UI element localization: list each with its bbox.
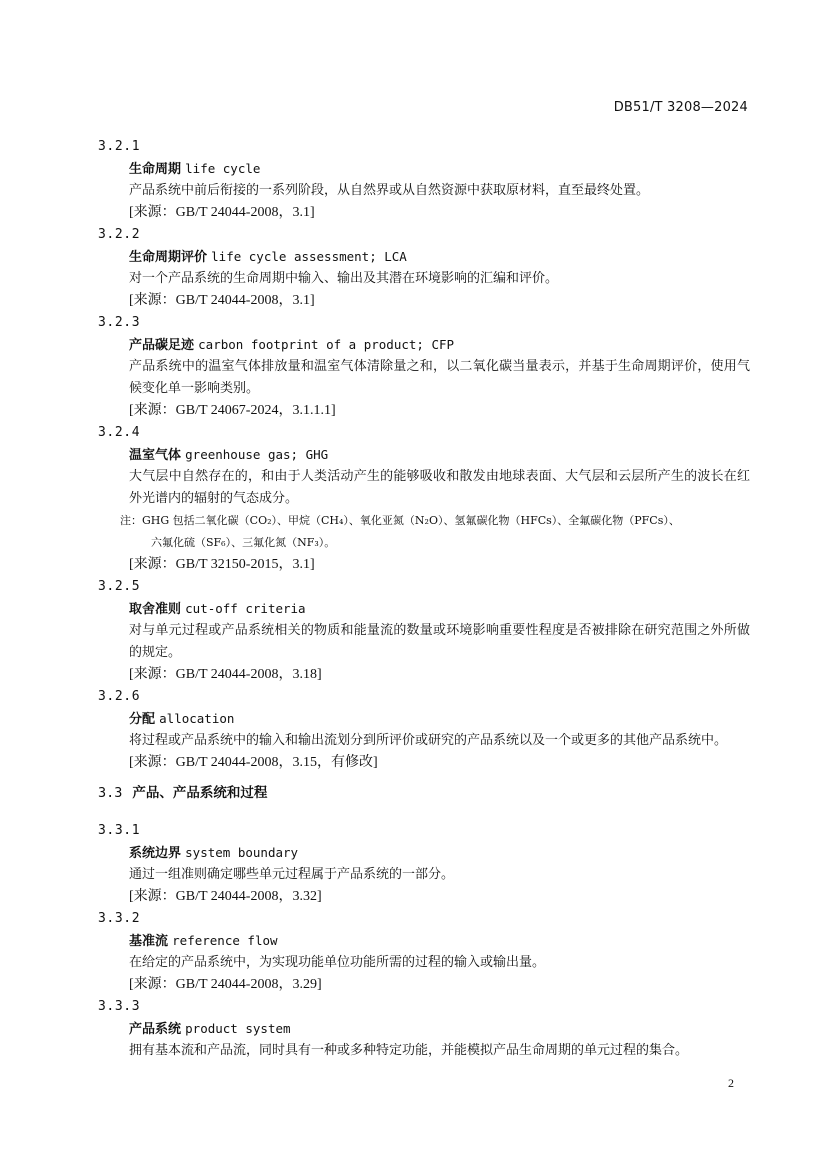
term-en: carbon footprint of a product; CFP [198, 337, 455, 352]
clause-number: 3.3.1 [98, 823, 141, 838]
term-heading [98, 158, 750, 180]
term-zh: 生命周期评价 [129, 250, 208, 265]
note-line-2: 六氟化硫（SF₆）、三氟化氮（NF₃）。 [151, 536, 336, 549]
term-heading [98, 842, 750, 864]
term-zh: 分配 [129, 712, 156, 727]
term-heading [98, 1018, 750, 1040]
term-definition: 对与单元过程或产品系统相关的物质和能量流的数量或环境影响重要性程度是否被排除在研究范围之外所做的规定。 [129, 623, 750, 660]
term-en: product system [185, 1021, 291, 1036]
section-title: 产品、产品系统和过程 [132, 785, 268, 801]
note-line-1: GHG 包括二氧化碳（CO₂）、甲烷（CH₄）、氧化亚氮（N₂O）、氢氟碳化物（HFCs）、全氟碳化物（PFCs）、 [142, 514, 680, 527]
term-en: allocation [159, 711, 235, 726]
term-source: [来源：GB/T 24067-2024，3.1.1.1] [129, 403, 336, 418]
term-heading [98, 444, 750, 466]
clause-number: 3.2.2 [98, 227, 141, 242]
term-definition: 在给定的产品系统中，为实现功能单位功能所需的过程的输入或输出量。 [129, 955, 546, 970]
term-definition: 大气层中自然存在的，和由于人类活动产生的能够吸收和散发由地球表面、大气层和云层所产生的波长在红外光谱内的辐射的气态成分。 [129, 469, 750, 506]
term-zh: 温室气体 [129, 448, 182, 463]
document-body [98, 136, 750, 1062]
term-heading [98, 334, 750, 356]
term-zh: 系统边界 [129, 846, 182, 861]
clause-number: 3.3.2 [98, 911, 141, 926]
clause-number: 3.3.3 [98, 999, 141, 1014]
term-note [98, 510, 750, 554]
clause-number: 3.2.1 [98, 139, 141, 154]
term-source: [来源：GB/T 24044-2008，3.15，有修改] [129, 755, 378, 770]
term-heading [98, 708, 750, 730]
term-en: reference flow [172, 933, 278, 948]
section-number: 3.3 [98, 785, 123, 801]
clause-number: 3.2.5 [98, 579, 141, 594]
term-en: greenhouse gas; GHG [185, 447, 329, 462]
term-source: [来源：GB/T 24044-2008，3.18] [129, 667, 322, 682]
term-source: [来源：GB/T 24044-2008，3.1] [129, 293, 315, 308]
term-definition: 对一个产品系统的生命周期中输入、输出及其潜在环境影响的汇编和评价。 [129, 271, 559, 286]
term-definition: 将过程或产品系统中的输入和输出流划分到所评价或研究的产品系统以及一个或更多的其他产品系统中。 [129, 733, 728, 748]
term-source: [来源：GB/T 24044-2008，3.32] [129, 889, 322, 904]
term-definition: 产品系统中前后衔接的一系列阶段，从自然界或从自然资源中获取原材料，直至最终处置。 [129, 183, 650, 198]
term-definition: 产品系统中的温室气体排放量和温室气体清除量之和，以二氧化碳当量表示，并基于生命周期评价，使用气候变化单一影响类别。 [129, 359, 750, 396]
term-heading [98, 598, 750, 620]
term-en: system boundary [185, 845, 299, 860]
page-number: 2 [728, 1076, 734, 1090]
section-heading [98, 782, 750, 804]
term-zh: 产品系统 [129, 1022, 182, 1037]
term-zh: 生命周期 [129, 162, 182, 177]
term-source: [来源：GB/T 32150-2015，3.1] [129, 557, 315, 572]
document-id-header: DB51/T 3208—2024 [613, 100, 748, 115]
term-zh: 基准流 [129, 934, 169, 949]
term-source: [来源：GB/T 24044-2008，3.29] [129, 977, 322, 992]
note-label: 注： [120, 514, 142, 527]
term-definition: 拥有基本流和产品流，同时具有一种或多种特定功能，并能模拟产品生命周期的单元过程的集合。 [129, 1043, 689, 1058]
term-heading [98, 930, 750, 952]
term-zh: 产品碳足迹 [129, 338, 195, 353]
clause-number: 3.2.6 [98, 689, 141, 704]
term-en: life cycle assessment; LCA [211, 249, 407, 264]
term-source: [来源：GB/T 24044-2008，3.1] [129, 205, 315, 220]
term-heading [98, 246, 750, 268]
clause-number: 3.2.4 [98, 425, 141, 440]
clause-number: 3.2.3 [98, 315, 141, 330]
term-zh: 取舍准则 [129, 602, 182, 617]
term-en: cut-off criteria [185, 601, 306, 616]
term-en: life cycle [185, 161, 261, 176]
term-definition: 通过一组准则确定哪些单元过程属于产品系统的一部分。 [129, 867, 455, 882]
